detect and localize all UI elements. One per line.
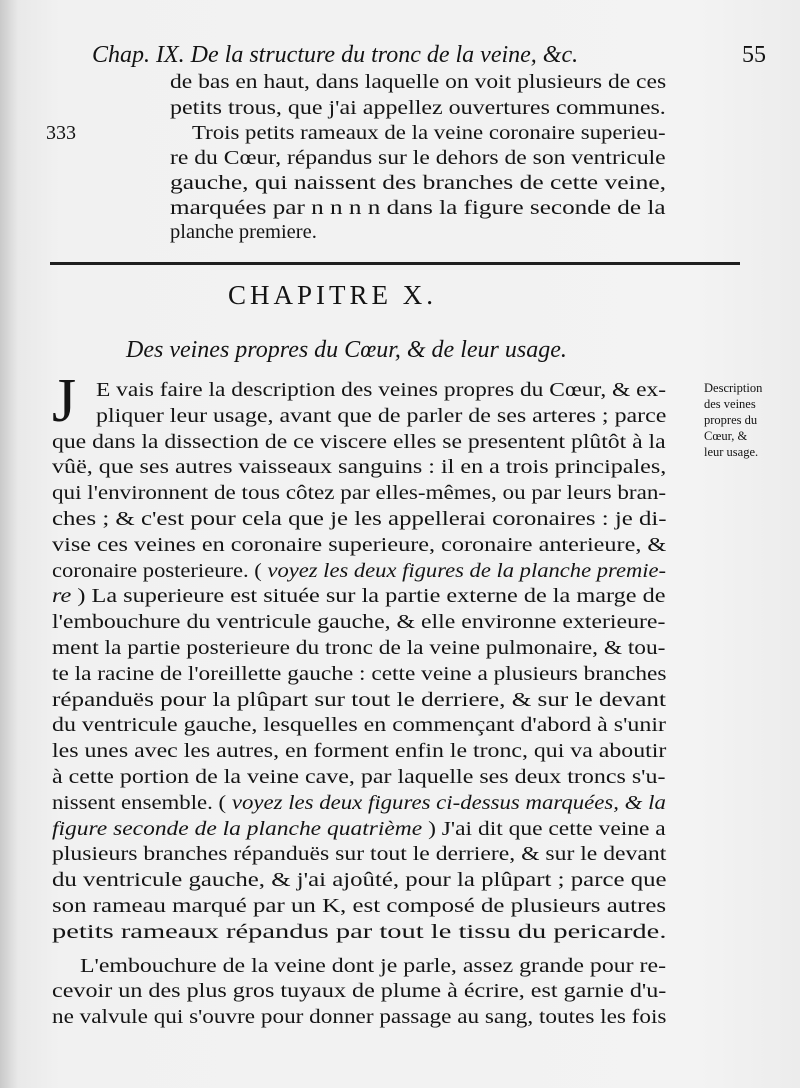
text-line: l'embouchure du ventricule gauche, & elle environne exterieure- (52, 611, 666, 633)
text-line: nissent ensemble. ( voyez les deux figures ci-dessus marquées, & la (52, 792, 666, 814)
text-line: de bas en haut, dans laquelle on voit plusieurs de ces (170, 71, 667, 93)
text-line: figure seconde de la planche quatrième ) J'ai dit que cette veine a (52, 818, 666, 840)
text-line: du ventricule gauche, lesquelles en commençant d'abord à s'unir (52, 714, 666, 736)
text-line: petits rameaux répandus par tout le tissu du pericarde. (52, 921, 667, 943)
marginal-note-line: propres du (704, 413, 758, 427)
text-line: coronaire posterieure. ( voyez les deux figures de la planche premie- (52, 560, 667, 582)
text-line: gauche, qui naissent des branches de cette veine, (170, 172, 667, 194)
text-line: re du Cœur, répandus sur le dehors de son ventricule (170, 147, 666, 169)
text-line: à cette portion de la veine cave, par laquelle ses deux troncs s'u- (52, 766, 666, 788)
text-line: planche premiere. (170, 221, 317, 243)
marginal-note (704, 380, 794, 460)
text-line: son rameau marqué par un K, est composé de plusieurs autres (52, 895, 667, 917)
drop-cap: J (52, 367, 77, 435)
text-line: plusieurs branches répanduës sur tout le derriere, & sur le devant (52, 843, 667, 865)
marginal-note-line: leur usage. (704, 445, 759, 459)
section-divider (50, 262, 740, 265)
text-line: te la racine de l'oreillette gauche : cette veine a plusieurs branches (52, 663, 667, 685)
marginal-note-line: Cœur, & (704, 429, 748, 443)
text-line: vise ces veines en coronaire superieure, coronaire anterieure, & (52, 534, 667, 556)
text-line: marquées par n n n n dans la figure seconde de la (170, 197, 666, 219)
chapter-subtitle: Des veines propres du Cœur, & de leur usage. (126, 337, 567, 363)
text-line: qui l'environnent de tous côtez par elles-mêmes, ou par leurs bran- (52, 482, 667, 504)
page-number: 55 (742, 42, 766, 68)
text-line: ne valvule qui s'ouvre pour donner passage au sang, toutes les fois (52, 1006, 667, 1028)
text-line: ment la partie posterieure du tronc de la veine pulmonaire, & tou- (52, 637, 666, 659)
running-title: Chap. IX. De la structure du tronc de la veine, &c. (92, 42, 579, 68)
text-line: répanduës pour la plûpart sur tout le derriere, & sur le devant (52, 689, 666, 711)
text-line: Trois petits rameaux de la veine coronaire superieu- (192, 122, 666, 144)
text-line: re ) La superieure est située sur la partie externe de la marge de (52, 585, 666, 607)
text-line: les unes avec les autres, en forment enfin le tronc, qui va aboutir (52, 740, 667, 762)
chapter-title: CHAPITRE X. (228, 280, 438, 310)
text-line: vûë, que ses autres vaisseaux sanguins : il en a trois principales, (52, 456, 667, 478)
text-line: ches ; & c'est pour cela que je les appellerai coronaires : je di- (52, 508, 667, 530)
marginal-note-line: Description (704, 381, 763, 395)
text-line: cevoir un des plus gros tuyaux de plume à écrire, est garnie d'u- (52, 980, 667, 1002)
text-line: E vais faire la description des veines propres du Cœur, & ex- (96, 379, 667, 401)
text-line: du ventricule gauche, & j'ai ajoûté, pour la plûpart ; parce que (52, 869, 667, 891)
text-line: pliquer leur usage, avant que de parler de ses arteres ; parce (96, 405, 667, 427)
text-line: que dans la dissection de ce viscere elles se presentent plûtôt à la (52, 431, 666, 453)
marginal-note-line: des veines (704, 397, 756, 411)
margin-number: 333 (46, 122, 76, 144)
text-line: L'embouchure de la veine dont je parle, assez grande pour re- (80, 955, 667, 977)
text-line: petits trous, que j'ai appellez ouvertures communes. (170, 97, 666, 119)
